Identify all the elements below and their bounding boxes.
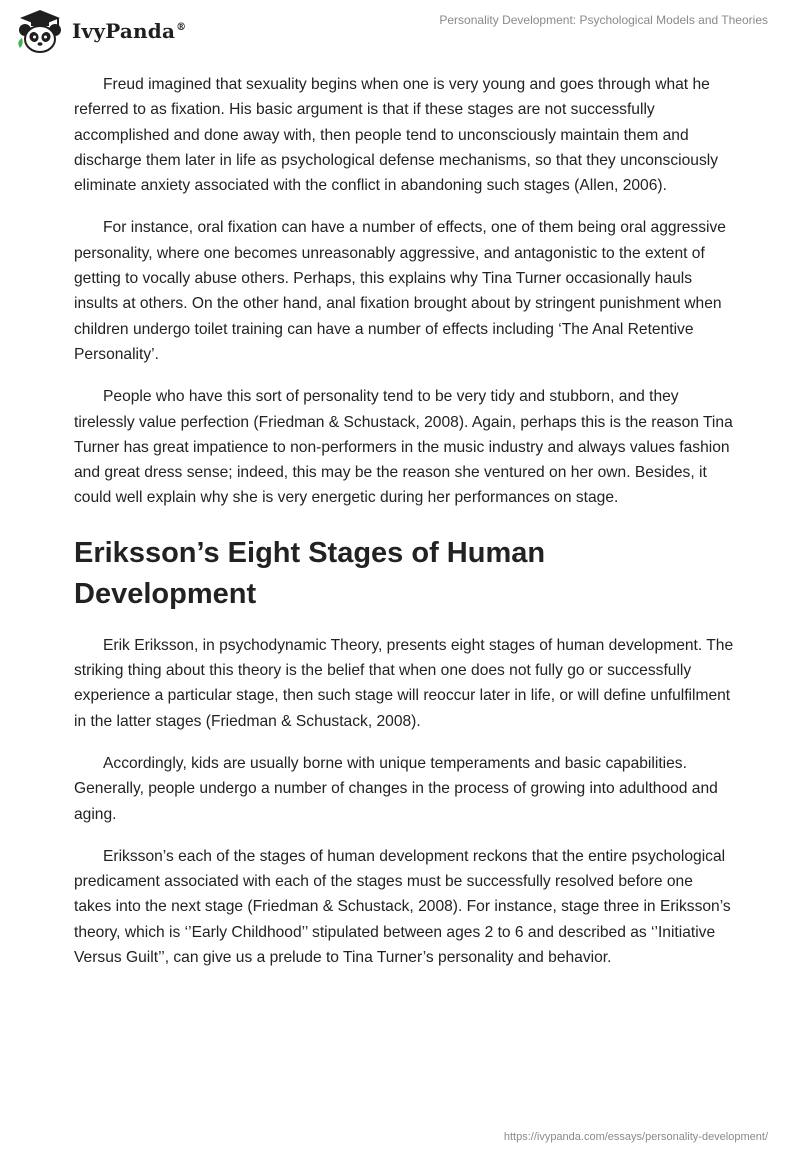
source-url[interactable]: https://ivypanda.com/essays/personality-development/ (503, 1131, 768, 1143)
paragraph: For instance, oral fixation can have a number of effects, one of them being oral aggressive personality, where one becomes unreasonably aggressive, and antagonistic to the extent of getting to vocally abuse others. Perhaps, this explains why Tina Turner occasionally hauls insults at others. On the other hand, anal fixation brought about by stringent punishment when children undergo toilet training can have a number of effects including ‘The Anal Retentive Personality’. (74, 219, 726, 363)
article-body (74, 72, 734, 987)
paragraph: Accordingly, kids are usually borne with unique temperaments and basic capabilities. Generally, people undergo a number of changes in the process of growing into adulthood and aging. (74, 754, 718, 823)
page-header (0, 0, 800, 60)
document-title: Personality Development: Psychological Models and Theories (439, 13, 768, 27)
logo-text: IvyPanda® (72, 19, 187, 43)
panda-graduate-icon (14, 8, 66, 54)
paragraph: People who have this sort of personality tend to be very tidy and stubborn, and they tirelessly value perfection (Friedman & Schustack, 2008). Again, perhaps this is the reason Tina Turner has great impatience to non-performers in the music industry and always values fashion and great dress sense; indeed, this may be the reason she ventured on her own. Besides, it could well explain why she is very energetic during her performances on stage. (74, 388, 733, 507)
paragraph: Eriksson’s each of the stages of human development reckons that the entire psychological predicament associated with each of the stages must be successfully resolved before one takes into the next stage (Friedman & Schustack, 2008). For instance, stage three in Eriksson’s theory, which is ‘’Early Childhood’’ stipulated between ages 2 to 6 and described as ‘’Initiative Versus Guilt’’, can give us a prelude to Tina Turner’s personality and behavior. (74, 847, 731, 967)
section-heading: Eriksson’s Eight Stages of Human Development (74, 536, 546, 610)
paragraph: Freud imagined that sexuality begins when one is very young and goes through what he referred to as fixation. His basic argument is that if these stages are not successfully accomplished and done away with, then people tend to unconsciously maintain them and discharge them later in life as psychological defense mechanisms, so that they unconsciously eliminate anxiety associated with the conflict in abandoning such stages (Allen, 2006). (74, 76, 719, 195)
paragraph: Erik Eriksson, in psychodynamic Theory, presents eight stages of human development. The striking thing about this theory is the belief that when one does not fully go or successfully experience a particular stage, then such stage will reoccur later in life, or will define unfulfilment in the latter stages (Friedman & Schustack, 2008). (74, 636, 734, 730)
ivypanda-logo[interactable] (14, 8, 186, 54)
